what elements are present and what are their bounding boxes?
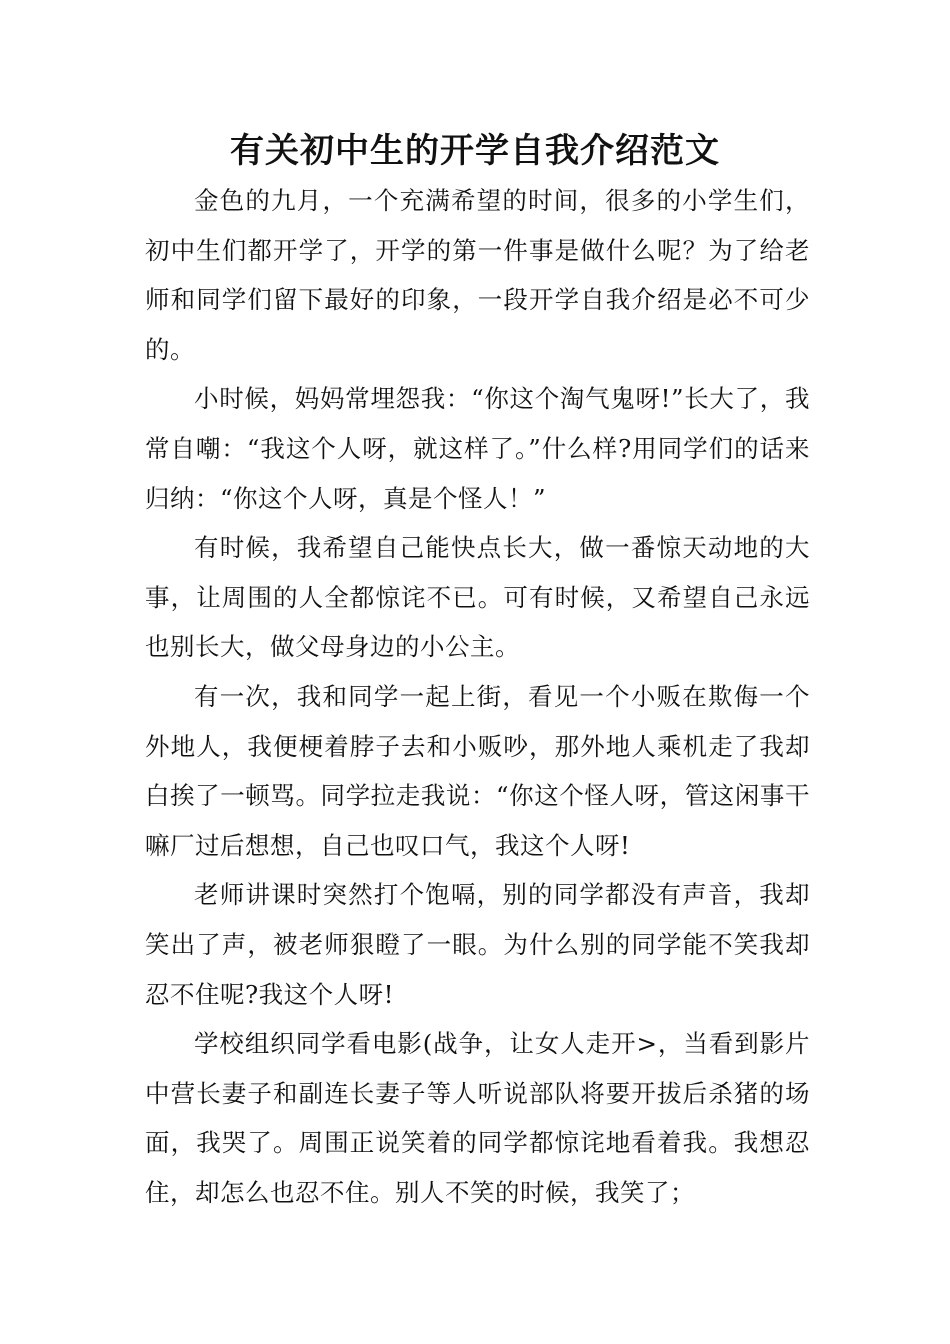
paragraph: 学校组织同学看电影(战争，让女人走开>，当看到影片中营长妻子和副连长妻子等人听说部队将要开拔后杀猪的场面，我哭了。周围正说笑着的同学都惊诧地看着我。我想忍住，却怎么也忍不住。别人不笑的时候，我笑了； <box>145 1029 810 1207</box>
paragraph: 老师讲课时突然打个饱嗝，别的同学都没有声音，我却笑出了声，被老师狠瞪了一眼。为什么别的同学能不笑我却忍不住呢?我这个人呀! <box>145 880 810 1009</box>
document-title: 有关初中生的开学自我介绍范文 <box>230 131 720 171</box>
paragraph: 有一次，我和同学一起上街，看见一个小贩在欺侮一个外地人，我便梗着脖子去和小贩吵，那外地人乘机走了我却白挨了一顿骂。同学拉走我说：“你这个怪人呀，管这闲事干嘛厂过后想想，自己也叹口气，我这个人呀! <box>145 681 810 860</box>
paragraph: 小时候，妈妈常埋怨我：“你这个淘气鬼呀!”长大了，我常自嘲：“我这个人呀，就这样了。”什么样?用同学们的话来归纳：“你这个人呀，真是个怪人！” <box>145 384 810 513</box>
document-body <box>145 176 810 1217</box>
paragraph: 有时候，我希望自己能快点长大，做一番惊天动地的大事，让周围的人全都惊诧不已。可有时候，又希望自己永远也别长大，做父母身边的小公主。 <box>145 533 810 662</box>
paragraph: 金色的九月，一个充满希望的时间，很多的小学生们，初中生们都开学了，开学的第一件事是做什么呢？为了给老师和同学们留下最好的印象，一段开学自我介绍是必不可少的。 <box>145 186 810 364</box>
